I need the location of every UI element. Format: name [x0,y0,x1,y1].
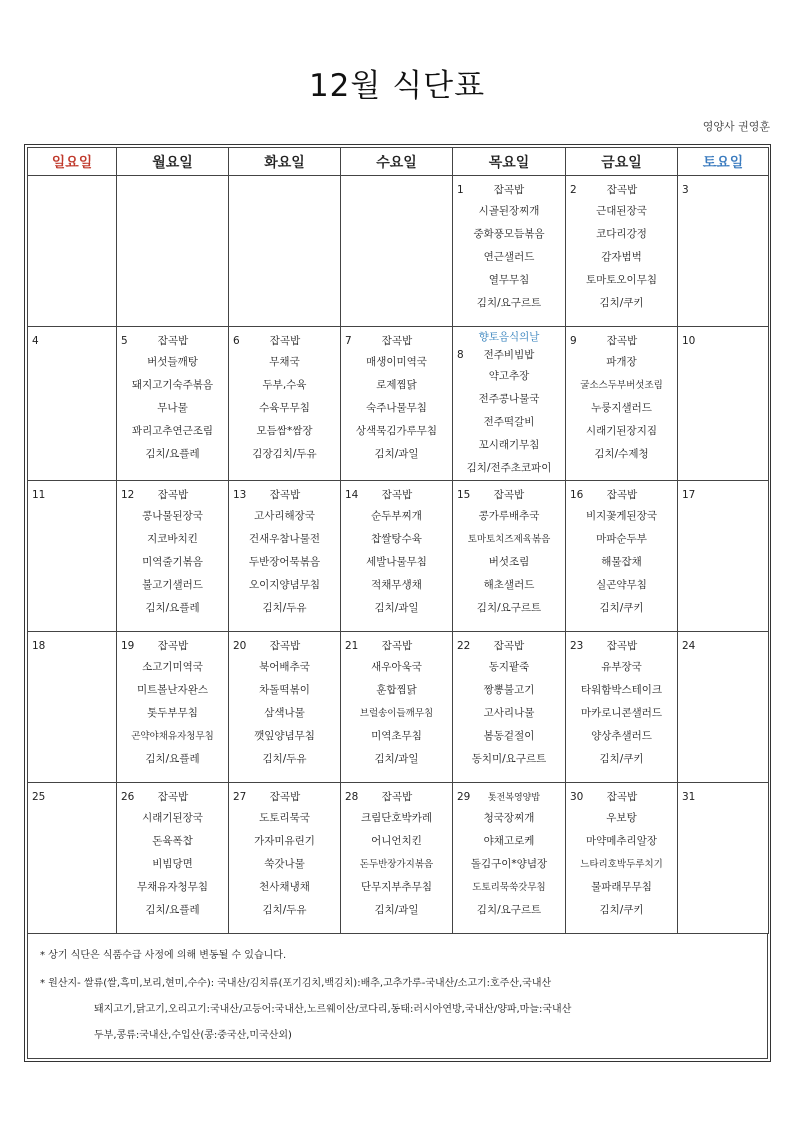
menu-item: 모듬쌈*쌈장 [256,425,313,437]
day-cell-sat [678,632,769,783]
note-change-notice: * 상기 식단은 식품수급 사정에 의해 변동될 수 있습니다. [40,950,287,961]
main-dish: 잡곡밥 [493,640,525,652]
menu-list [341,351,452,466]
menu-item: 마파순두부 [596,533,647,545]
menu-item: 미역초무침 [371,730,422,742]
date-number: 10 [682,335,696,347]
menu-item: 적채무생채 [371,579,422,591]
menu-item: 유부장국 [601,661,642,673]
weekday-header-sun: 일요일 [28,148,117,176]
main-dish: 잡곡밥 [606,335,638,347]
menu-item: 토마토오이무침 [585,274,657,286]
menu-list [453,200,565,315]
menu-list [117,656,228,771]
day-cell-wed [341,327,453,481]
menu-item: 연근샐러드 [483,251,535,263]
menu-list [341,656,452,771]
notes-box [27,933,768,1059]
menu-list [229,807,340,922]
week-row [28,481,769,632]
menu-item: 비빔당면 [152,858,193,870]
menu-list [453,365,565,480]
note-origin-line-2: 돼지고기,닭고기,오리고기:국내산/고등어:국내산,노르웨이산/코다리,동태:러시아연방,국내산/양파,마늘:국내산 [94,1004,572,1015]
menu-item: 매생이미역국 [366,356,427,368]
menu-item: 시래기된장지짐 [585,425,657,437]
menu-list [117,505,228,620]
day-cell-fri [566,176,678,327]
menu-item: 돼지고기숙주볶음 [131,379,214,391]
menu-item: 김치/쿠키 [599,297,644,309]
menu-item: 김치/요구르트 [476,602,542,614]
menu-item: 김치/과일 [374,753,419,765]
day-cell-thu [453,783,566,934]
day-cell-sun [28,481,117,632]
menu-item: 무채국 [269,356,300,368]
day-cell-sat [678,327,769,481]
menu-item: 느타리호박두루치기 [580,859,663,870]
day-cell-sun [28,176,117,327]
day-cell-tue [229,327,341,481]
menu-list [117,351,228,466]
main-dish: 잡곡밥 [381,791,413,803]
menu-item: 두반장어묵볶음 [248,556,320,568]
menu-list [566,807,677,922]
menu-item: 김치/쿠키 [599,602,644,614]
menu-item: 김치/전주초코파이 [466,462,552,474]
menu-item: 김치/과일 [374,904,419,916]
main-dish: 잡곡밥 [606,640,638,652]
menu-item: 파개장 [606,356,637,368]
main-dish: 잡곡밥 [157,489,189,501]
menu-item: 꼬시래기무침 [478,439,540,451]
menu-item: 비지꽃게된장국 [585,510,657,522]
menu-item: 수육무무침 [259,402,310,414]
menu-item: 누룽지샐러드 [591,402,652,414]
date-number: 14 [345,489,359,501]
menu-item: 돌김구이*양념장 [470,858,548,870]
weekday-header-thu: 목요일 [453,148,566,176]
menu-item: 시래기된장국 [142,812,203,824]
date-number: 23 [570,640,584,652]
menu-item: 가자미유린기 [254,835,315,847]
menu-item: 삼색나물 [264,707,305,719]
day-cell-thu [453,632,566,783]
menu-item: 크림단호박카레 [360,812,432,824]
date-number: 26 [121,791,135,803]
day-cell-mon [117,176,229,327]
menu-item: 약고추장 [488,370,530,382]
weekday-header-mon: 월요일 [117,148,229,176]
menu-list [453,505,565,620]
menu-item: 토마토치즈제육볶음 [467,534,551,545]
menu-item: 물파래무무침 [591,881,652,893]
menu-item: 버섯들깨탕 [147,356,198,368]
menu-item: 김치/과일 [374,602,419,614]
date-number: 22 [457,640,471,652]
week-row [28,783,769,934]
main-dish: 잡곡밥 [493,184,525,196]
date-number: 28 [345,791,359,803]
main-dish: 톳전복영양밥 [487,793,541,803]
menu-list [229,656,340,771]
menu-list [341,807,452,922]
menu-item: 돈두반장가지볶음 [359,859,434,870]
menu-item: 찹쌀탕수육 [371,533,422,545]
date-number: 16 [570,489,584,501]
day-cell-fri [566,481,678,632]
date-number: 6 [233,335,240,347]
menu-item: 미역줄기볶음 [142,556,203,568]
menu-item: 동지팥죽 [488,661,530,673]
date-number: 19 [121,640,135,652]
day-cell-tue [229,632,341,783]
menu-item: 도토리묵국 [259,812,310,824]
date-number: 29 [457,791,471,803]
date-number: 3 [682,184,689,196]
week-row [28,327,769,481]
menu-item: 건새우참나물전 [248,533,320,545]
menu-item: 김치/쿠키 [599,753,644,765]
date-number: 4 [32,335,39,347]
date-number: 1 [457,184,464,196]
day-cell-mon [117,632,229,783]
menu-item: 해초샐러드 [483,579,535,591]
date-number: 15 [457,489,471,501]
note-origin-line-1: * 원산지- 쌀류(쌀,흑미,보리,현미,수수): 국내산/김치류(포기김치,백김치):배추,고추가루-국내산/소고기:호주산,국내산 [40,978,552,989]
day-cell-sun [28,327,117,481]
menu-item: 버섯조림 [488,556,530,568]
page-title: 12월 식단표 [308,68,486,104]
menu-item: 로제찜닭 [376,379,417,391]
menu-item: 차돌떡볶이 [259,684,310,696]
nutritionist-name: 영양사 권영훈 [702,120,770,133]
main-dish: 잡곡밥 [269,791,301,803]
menu-item: 전주떡갈비 [483,416,535,428]
menu-item: 감자범벅 [601,251,642,263]
day-cell-wed [341,783,453,934]
menu-item: 세발나물무침 [366,556,427,568]
day-cell-sun [28,632,117,783]
menu-item: 코다리강정 [596,228,647,240]
note-origin-line-3: 두부,콩류:국내산,수입산(콩:중국산,미국산외) [94,1030,292,1041]
weekday-header-wed: 수요일 [341,148,453,176]
main-dish: 잡곡밥 [157,640,189,652]
date-number: 27 [233,791,247,803]
menu-item: 지코바치킨 [147,533,198,545]
menu-item: 김치/요플레 [145,602,200,614]
menu-item: 중화풍모듬볶음 [473,228,545,240]
menu-item: 브럴송이들깨무침 [359,708,434,719]
menu-list [566,656,677,771]
day-cell-fri [566,327,678,481]
day-cell-thu [453,327,566,481]
menu-item: 톳두부무침 [147,707,198,719]
menu-item: 돈육폭찹 [152,835,193,847]
special-day-label: 향토음식의날 [478,331,540,343]
menu-item: 전주콩나물국 [478,393,540,405]
menu-item: 동치미/요구르트 [471,753,547,765]
menu-item: 콩가루배추국 [478,510,540,522]
menu-item: 깻잎양념무침 [254,730,315,742]
weekday-header-tue: 화요일 [229,148,341,176]
menu-item: 김치/요플레 [145,448,200,460]
date-number: 24 [682,640,696,652]
day-cell-thu [453,176,566,327]
day-cell-thu [453,481,566,632]
day-cell-mon [117,481,229,632]
main-dish: 잡곡밥 [606,791,638,803]
main-dish: 잡곡밥 [269,489,301,501]
day-cell-sun [28,783,117,934]
menu-list [566,505,677,620]
day-cell-tue [229,176,341,327]
menu-item: 어니언치킨 [371,835,422,847]
menu-item: 타워함박스테이크 [580,684,663,696]
menu-list [566,200,677,315]
day-cell-sat [678,783,769,934]
menu-item: 무채유자청무침 [136,881,208,893]
menu-item: 단무지부추무침 [360,881,432,893]
menu-item: 훈합찜닭 [376,684,417,696]
menu-item: 마카로니콘샐러드 [580,707,663,719]
date-number: 2 [570,184,577,196]
day-cell-wed [341,176,453,327]
menu-item: 미트볼난자완스 [136,684,208,696]
date-number: 7 [345,335,352,347]
menu-item: 불고기샐러드 [142,579,203,591]
day-cell-tue [229,783,341,934]
menu-list [566,351,677,466]
menu-item: 실곤약무침 [596,579,647,591]
date-number: 13 [233,489,247,501]
menu-item: 김치/요플레 [145,753,200,765]
menu-item: 굴소스두부버섯조림 [580,380,663,391]
menu-item: 오이지양념무침 [248,579,320,591]
main-dish: 잡곡밥 [606,184,638,196]
main-dish: 잡곡밥 [157,791,189,803]
menu-item: 김치/요구르트 [476,904,542,916]
main-dish: 잡곡밥 [381,335,413,347]
date-number: 8 [457,349,464,361]
menu-item: 꽈리고추연근조림 [131,425,214,437]
menu-list [117,807,228,922]
day-cell-tue [229,481,341,632]
menu-item: 무나물 [157,402,188,414]
menu-item: 소고기미역국 [142,661,203,673]
menu-item: 새우아욱국 [371,661,422,673]
menu-item: 시골된장찌개 [478,205,540,217]
menu-item: 열무무침 [488,274,530,286]
date-number: 17 [682,489,696,501]
menu-item: 고사리해장국 [254,510,315,522]
weekday-header-row [28,148,769,176]
day-cell-mon [117,327,229,481]
date-number: 20 [233,640,247,652]
menu-item: 김치/수제청 [594,448,649,460]
menu-item: 쑥갓나물 [264,858,305,870]
menu-item: 상색묵김가루무침 [355,425,438,437]
day-cell-sat [678,176,769,327]
menu-item: 도토리묵쑥갓무침 [472,882,546,893]
menu-item: 양상추샐러드 [591,730,652,742]
main-dish: 잡곡밥 [606,489,638,501]
day-cell-sat [678,481,769,632]
menu-item: 두부,수육 [262,379,307,391]
main-dish: 잡곡밥 [493,489,525,501]
menu-item: 근대된장국 [596,205,647,217]
day-cell-mon [117,783,229,934]
menu-item: 숙주나물무침 [366,402,427,414]
date-number: 25 [32,791,46,803]
menu-frame [24,144,771,1062]
date-number: 18 [32,640,46,652]
menu-item: 북어배추국 [259,661,310,673]
menu-item: 우보탕 [606,812,637,824]
day-cell-fri [566,632,678,783]
menu-list [229,505,340,620]
date-number: 5 [121,335,128,347]
main-dish: 잡곡밥 [157,335,189,347]
menu-item: 김치/과일 [374,448,419,460]
main-dish: 전주비빔밥 [483,349,535,361]
menu-item: 김치/두유 [262,753,307,765]
menu-item: 김장김치/두유 [252,448,317,460]
menu-item: 곤약야채유자청무침 [131,731,214,742]
date-number: 31 [682,791,696,803]
menu-item: 김치/요플레 [145,904,200,916]
menu-list [341,505,452,620]
menu-item: 봄동겉절이 [483,730,535,742]
meal-calendar [27,147,769,934]
main-dish: 잡곡밥 [269,335,301,347]
day-cell-wed [341,632,453,783]
menu-list [453,656,565,771]
menu-list [229,351,340,466]
weekday-header-fri: 금요일 [566,148,678,176]
menu-item: 천사채냉채 [259,881,310,893]
week-row [28,632,769,783]
main-dish: 잡곡밥 [269,640,301,652]
menu-item: 마약메추리알장 [585,835,657,847]
main-dish: 잡곡밥 [381,640,413,652]
date-number: 30 [570,791,584,803]
menu-item: 청국장찌개 [483,812,535,824]
date-number: 21 [345,640,359,652]
menu-item: 김치/요구르트 [476,297,542,309]
date-number: 12 [121,489,135,501]
menu-list [453,807,565,922]
day-cell-fri [566,783,678,934]
menu-item: 고사리나물 [483,707,535,719]
week-row [28,176,769,327]
menu-item: 콩나물된장국 [142,510,203,522]
menu-item: 야채고로케 [483,835,535,847]
date-number: 11 [32,489,46,501]
main-dish: 잡곡밥 [381,489,413,501]
menu-item: 짱뽕불고기 [483,684,535,696]
menu-item: 순두부찌개 [371,510,422,522]
menu-item: 김치/쿠키 [599,904,644,916]
menu-item: 김치/두유 [262,602,307,614]
weekday-header-sat: 토요일 [678,148,769,176]
day-cell-wed [341,481,453,632]
menu-item: 해물잡채 [601,556,642,568]
date-number: 9 [570,335,577,347]
menu-item: 김치/두유 [262,904,307,916]
